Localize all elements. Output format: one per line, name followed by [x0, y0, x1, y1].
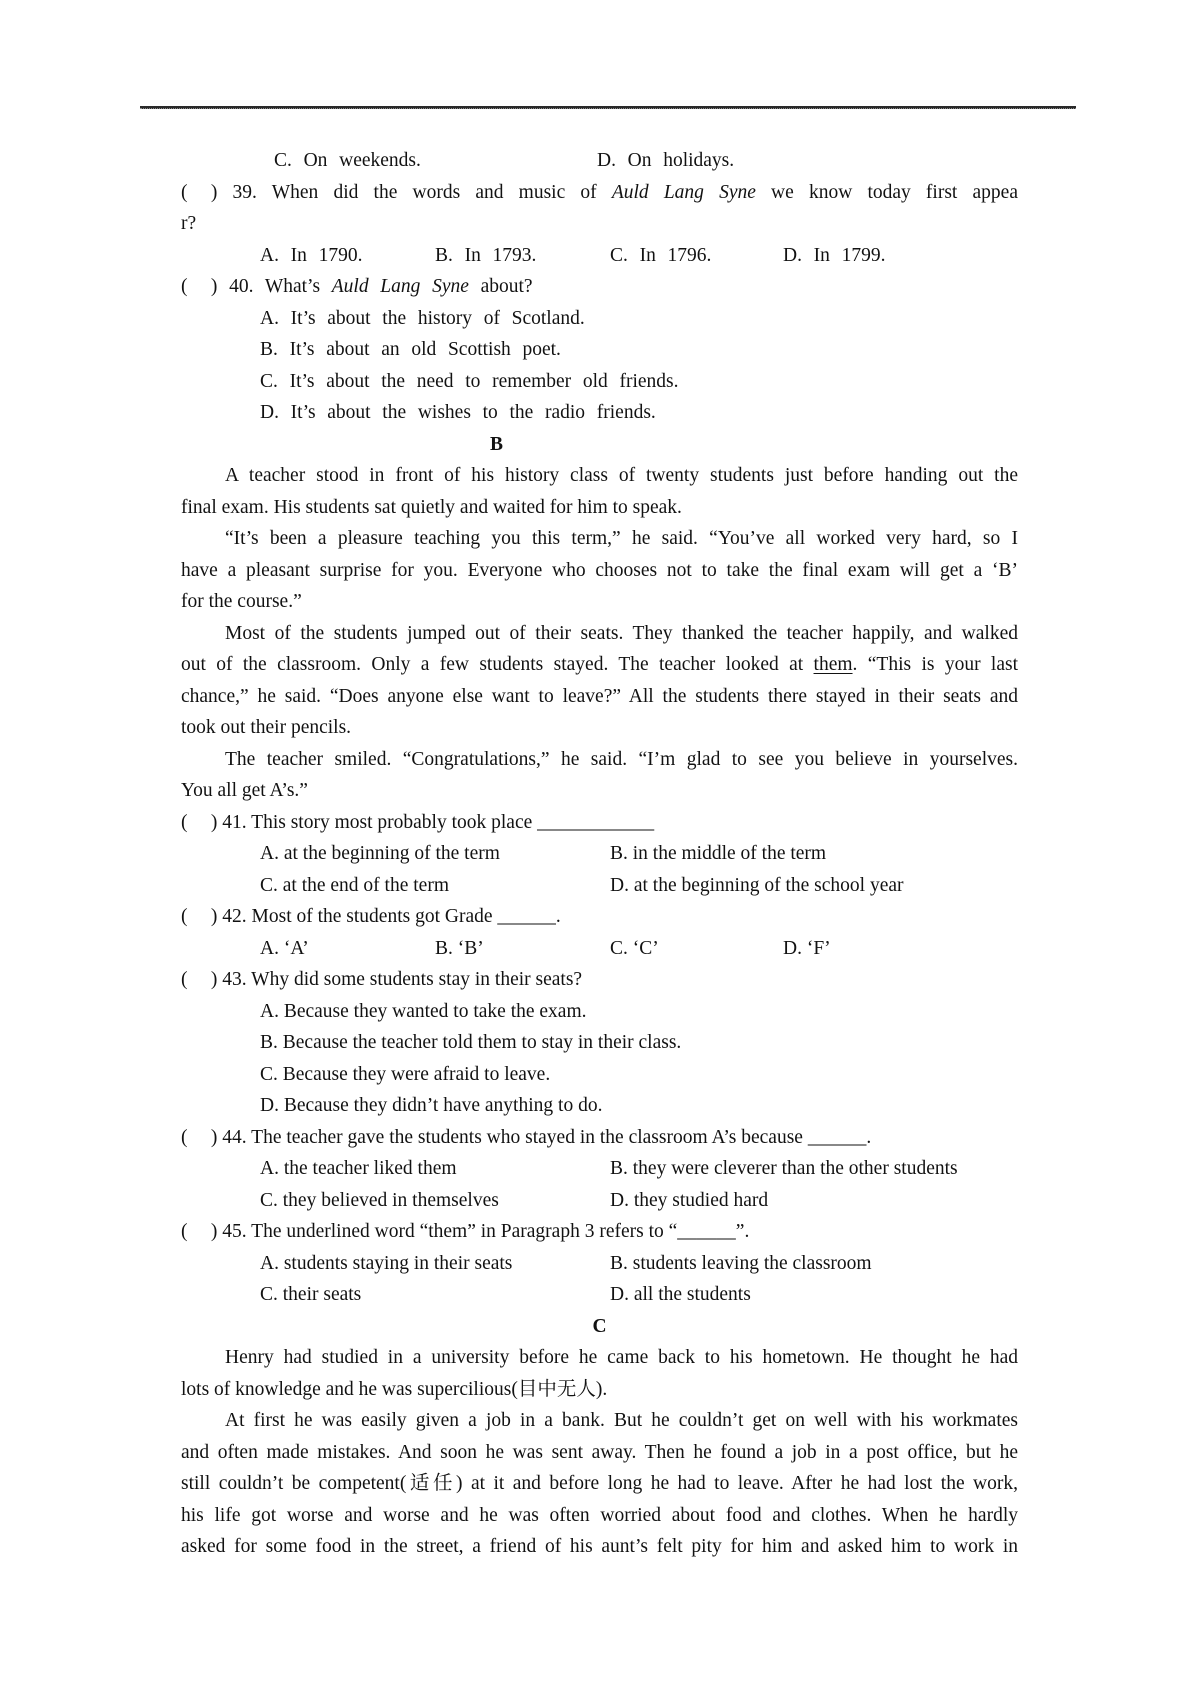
q41-option-d: D. at the beginning of the school year [610, 874, 904, 896]
q41-options-row-1 [181, 838, 1018, 870]
passage-b-line-9: took out their pencils. [181, 717, 352, 738]
passage-b-line-8: chance,” he said. “Does anyone else want to leave?” All the students there stayed in their seats and [181, 685, 1018, 707]
q44-option-b: B. they were cleverer than the other students [610, 1158, 958, 1179]
q45-option-d: D. all the students [610, 1284, 751, 1305]
passage-b-line-5: for the course.” [181, 591, 302, 612]
q41-options-row-2 [181, 870, 1018, 902]
q40-option-d: D. It’s about the wishes to the radio friends. [260, 402, 656, 423]
q44-option-a: A. the teacher liked them [260, 1158, 457, 1179]
passage-c-line-3: At first he was easily given a job in a bank. But he couldn’t get on well with his workmates [225, 1410, 1018, 1431]
q44-options-row-1 [181, 1153, 1018, 1185]
q42-options-row [181, 933, 1018, 965]
q44-option-c: C. they believed in themselves [260, 1189, 499, 1211]
page-content [181, 145, 1018, 1563]
q39-option-a: A. In 1790. [260, 244, 363, 266]
q45-option-c: C. their seats [260, 1284, 362, 1305]
passage-b-line-6: Most of the students jumped out of their seats. They thanked the teacher happily, and walked [225, 622, 1018, 644]
q42-option-a: A. ‘A’ [260, 937, 309, 959]
q43-option-a: A. Because they wanted to take the exam. [260, 1000, 587, 1022]
passage-b-line-7-post: . “This is your last [852, 654, 1018, 675]
q44-options-row-2 [181, 1185, 1018, 1217]
q40-option-b: B. It’s about an old Scottish poet. [260, 339, 561, 360]
question-44-stem: ( ) 44. The teacher gave the students who stayed in the classroom A’s because ______. [181, 1126, 872, 1148]
q40-option-c: C. It’s about the need to remember old friends. [260, 370, 679, 392]
q40-stem-pre: ( ) 40. What’s [181, 276, 332, 297]
question-42-stem: ( ) 42. Most of the students got Grade ______. [181, 906, 561, 927]
passage-c-line-1: Henry had studied in a university before he came back to his hometown. He thought he had [225, 1347, 1018, 1368]
q39-option-b: B. In 1793. [435, 244, 537, 266]
q45-options-row-2 [181, 1279, 1018, 1311]
q44-option-d: D. they studied hard [610, 1189, 769, 1211]
q39-options-row [181, 240, 1018, 272]
q42-option-c: C. ‘C’ [610, 937, 659, 959]
q42-option-b: B. ‘B’ [435, 937, 484, 959]
q45-options-row-1 [181, 1248, 1018, 1280]
q38-option-d: D. On holidays. [597, 150, 735, 171]
passage-b-line-7 [181, 649, 1018, 681]
question-45-stem: ( ) 45. The underlined word “them” in Paragraph 3 refers to “______”. [181, 1221, 750, 1242]
q45-option-b: B. students leaving the classroom [610, 1252, 872, 1274]
passage-b-line-10: The teacher smiled. “Congratulations,” he said. “I’m glad to see you believe in yourselves. [225, 748, 1018, 770]
q41-option-b: B. in the middle of the term [610, 843, 827, 864]
q41-option-a: A. at the beginning of the term [260, 843, 500, 864]
passage-c-line-4: and often made mistakes. And soon he was sent away. Then he found a job in a post office, but he [181, 1441, 1018, 1463]
q41-option-c: C. at the end of the term [260, 874, 449, 896]
question-41-stem: ( ) 41. This story most probably took place ____________ [181, 811, 655, 833]
passage-c-line-7: asked for some food in the street, a friend of his aunt’s felt pity for him and asked him to work in [181, 1536, 1018, 1557]
q39-option-c: C. In 1796. [610, 244, 712, 266]
passage-c-line-2: lots of knowledge and he was supercilious(目中无人). [181, 1378, 608, 1400]
q40-stem-italic-title: Auld Lang Syne [331, 276, 469, 297]
q45-option-a: A. students staying in their seats [260, 1252, 513, 1274]
q39-stem-italic-title: Auld Lang Syne [611, 181, 756, 203]
passage-b-line-3: “It’s been a pleasure teaching you this term,” he said. “You’ve all worked very hard, so I [225, 528, 1018, 549]
q39-stem-post: we know today first appea [755, 181, 1018, 203]
q40-option-a: A. It’s about the history of Scotland. [260, 307, 585, 329]
q39-stem-pre: ( ) 39. When did the words and music of [181, 181, 612, 203]
q43-option-d: D. Because they didn’t have anything to do. [260, 1095, 603, 1116]
passage-b-line-1: A teacher stood in front of his history class of twenty students just before handing out the [225, 465, 1018, 486]
question-39-stem [181, 177, 1018, 209]
question-39-stem-wrap: r? [181, 213, 197, 234]
section-b-header: B [490, 433, 504, 455]
q42-option-d: D. ‘F’ [783, 937, 831, 959]
question-43-stem: ( ) 43. Why did some students stay in their seats? [181, 969, 583, 990]
section-c-header: C [592, 1315, 607, 1337]
q43-option-c: C. Because they were afraid to leave. [260, 1063, 551, 1085]
passage-b-line-2: final exam. His students sat quietly and waited for him to speak. [181, 496, 682, 518]
passage-c-line-6: his life got worse and worse and he was often worried about food and clothes. When he hardly [181, 1504, 1018, 1526]
passage-b-line-4: have a pleasant surprise for you. Everyone who chooses not to take the final exam will get a ‘B’ [181, 559, 1018, 581]
q38-options-row [181, 145, 1018, 177]
q40-stem-post: about? [468, 276, 533, 297]
q38-option-c: C. On weekends. [274, 150, 421, 171]
question-40-stem [181, 271, 1018, 303]
q43-option-b: B. Because the teacher told them to stay in their class. [260, 1032, 682, 1053]
passage-b-line-11: You all get A’s.” [181, 780, 308, 801]
top-horizontal-rule [140, 106, 1076, 109]
passage-b-line-7-pre: out of the classroom. Only a few students stayed. The teacher looked at [181, 654, 814, 675]
q39-option-d: D. In 1799. [783, 244, 886, 266]
passage-c-line-5: still couldn’t be competent(适任) at it and before long he had to leave. After he had lost the work, [181, 1473, 1018, 1494]
underlined-word-them: them [813, 654, 853, 675]
